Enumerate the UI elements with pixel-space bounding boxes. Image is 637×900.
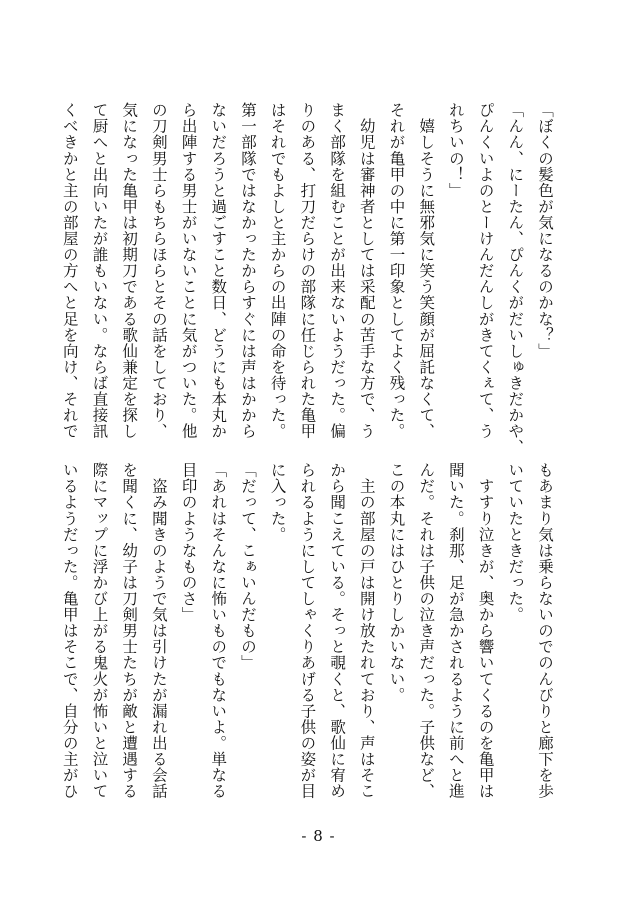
text-line: りのある、打刀だらけの部隊に任じられた亀甲 xyxy=(298,102,317,440)
text-line: 盗み聞きのようで気は引けたが漏れ出る会話 xyxy=(149,462,168,800)
page-number: - 8 - xyxy=(301,827,336,845)
text-line: 気になった亀甲は初期刀である歌仙兼定を探し xyxy=(120,102,139,440)
text-line: いるようだった。亀甲はそこで、自分の主がひ xyxy=(60,462,79,800)
text-line: くべきかと主の部屋の方へと足を向け、それで xyxy=(60,102,79,440)
text-line: まく部隊を組むことが出来ないようだった。偏 xyxy=(328,102,347,440)
text-line: から聞こえている。そっと覗くと、歌仙に宥め xyxy=(328,462,347,800)
text-line: いていたときだった。 xyxy=(506,462,525,623)
text-line: この本丸にはひとりしかいない。 xyxy=(387,462,406,703)
text-line: れちいの！」 xyxy=(446,102,465,199)
text-block-upper xyxy=(54,102,559,456)
text-line: んだ。それは子供の泣き声だった。子供など、 xyxy=(417,462,436,800)
text-line: ないだろうと過ごすこと数日、どうにも本丸か xyxy=(209,102,228,440)
text-block-lower xyxy=(54,462,559,822)
text-line: 際にマップに浮かび上がる鬼火が怖いと泣いて xyxy=(90,462,109,800)
text-line: 嬉しそうに無邪気に笑う笑顔が屈託なくて、 xyxy=(417,102,436,440)
text-line: はそれでもよしと主からの出陣の命を待った。 xyxy=(268,102,287,440)
text-line: ら出陣する男士がいないことに気がついた。他 xyxy=(179,102,198,440)
text-line: 聞いた。刹那、足が急かされるように前へと進 xyxy=(446,462,465,800)
text-line: もあまり気は乗らないのでのんびりと廊下を歩 xyxy=(536,462,554,800)
text-line: に入った。 xyxy=(268,462,287,543)
text-line: ぴんくいよのとーけんだんしがきてくぇて、う xyxy=(476,102,495,440)
text-line: 主の部屋の戸は開け放たれており、声はそこ xyxy=(357,462,376,800)
text-line: それが亀甲の中に第一印象としてよく残った。 xyxy=(387,102,406,440)
text-line: て厨へと出向いたが誰もいない。ならば直接訊 xyxy=(90,102,109,440)
text-line: 「んん、にーたん、ぴんくがだいしゅきだかや、 xyxy=(506,102,525,456)
text-line: 目印のようなものさ」 xyxy=(179,462,198,623)
text-line: 「だって、こぁいんだもの」 xyxy=(238,462,257,671)
text-line: 第一部隊ではなかったからすぐには声はかから xyxy=(238,102,257,440)
text-line: 「あれはそんなに怖いものでもないよ。単なる xyxy=(209,462,228,800)
text-line: 幼児は審神者としては采配の苦手な方で、う xyxy=(357,102,376,440)
text-line: 「ぼくの髪色が気になるのかな？」 xyxy=(536,102,554,359)
text-line: を聞くに、幼子は刀剣男士たちが敵と遭遇する xyxy=(120,462,139,800)
text-line: られるようにしてしゃくりあげる子供の姿が目 xyxy=(298,462,317,800)
text-line: すすり泣きが、奥から響いてくるのを亀甲は xyxy=(476,462,495,800)
text-line: の刀剣男士らもちらほらとその話をしており、 xyxy=(149,102,168,440)
